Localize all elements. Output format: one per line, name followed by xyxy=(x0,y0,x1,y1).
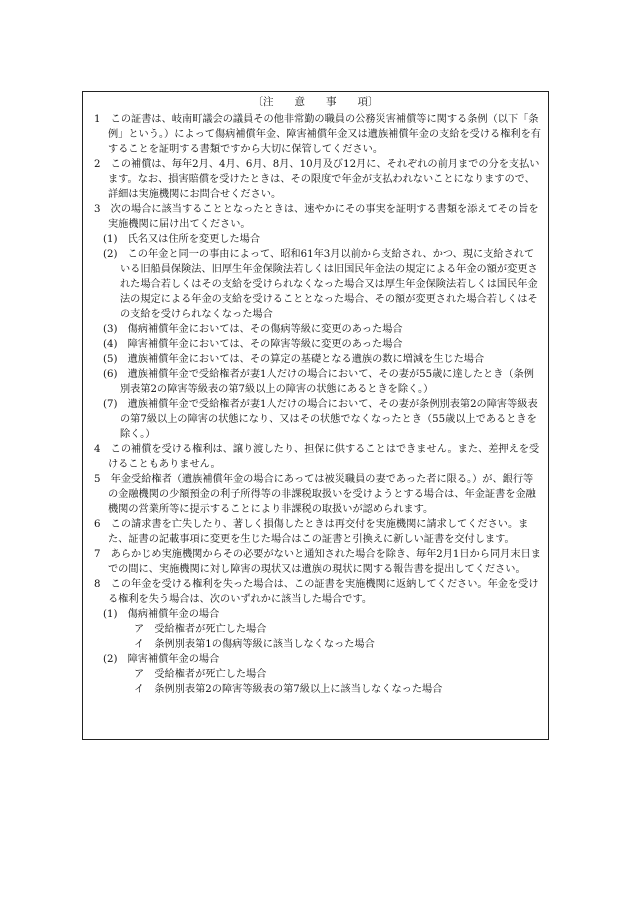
notice-paragraph: 4 この補償を受ける権利は、譲り渡したり、担保に供することはできません。また、差押えを受けることもありません。 xyxy=(94,444,540,470)
notice-paragraph: イ 条例別表第2の障害等級表の第7級以上に該当しなくなった場合 xyxy=(134,684,443,695)
notice-paragraph: イ 条例別表第1の傷病等級に該当しなくなった場合 xyxy=(134,639,375,650)
notice-paragraph: 1 この証書は、岐南町議会の議員その他非常勤の職員の公務災害補償等に関する条例（以下「条例」という。）によって傷病補償年金、障害補償年金又は遺族補償年金の支給を受ける権利を有することを証明する書類ですから大切に保管してください。 xyxy=(94,114,541,155)
notice-body xyxy=(94,112,541,697)
notice-paragraph: (4) 障害補償年金においては、その障害等級に変更のあった場合 xyxy=(103,339,403,350)
notice-paragraph: 8 この年金を受ける権利を失った場合は、この証書を実施機関に返納してください。年金を受ける権利を失う場合は、次のいずれかに該当した場合です。 xyxy=(94,579,539,605)
notice-paragraph: 6 この請求書を亡失したり、著しく損傷したときは再交付を実施機関に請求してください。また、証書の記載事項に変更を生じた場合はこの証書と引換えに新しい証書を交付します。 xyxy=(94,519,529,545)
notice-paragraph: 5 年金受給権者（遺族補償年金の場合にあっては被災職員の妻であった者に限る。）が、銀行等の金融機関の少額預金の利子所得等の非課税取扱いを受けようとする場合は、年金証書を金融機関の営業所等に提示することにより非課税の取扱いが認められます。 xyxy=(94,474,536,515)
notice-paragraph: (3) 傷病補償年金においては、その傷病等級に変更のあった場合 xyxy=(103,324,403,335)
notice-paragraph: (6) 遺族補償年金で受給権者が妻1人だけの場合において、その妻が55歳に達したとき（条例別表第2の障害等級表の第7級以上の障害の状態にあるときを除く。） xyxy=(103,369,534,395)
notice-paragraph: (1) 傷病補償年金の場合 xyxy=(103,609,220,620)
notice-paragraph: 2 この補償は、毎年2月、4月、6月、8月、10月及び12月に、それぞれの前月までの分を支払います。なお、損害賠償を受けたときは、その限度で年金が支払われないことになりますので、詳細は実施機関にお問合せください。 xyxy=(94,159,540,200)
notice-paragraph: ア 受給権者が死亡した場合 xyxy=(134,624,267,635)
notice-paragraph: 7 あらかじめ実施機関からその必要がないと通知された場合を除き、毎年2月1日から同月末日までの間に、実施機関に対し障害の現状又は遺族の現状に関する報告書を提出してください。 xyxy=(94,549,541,575)
notice-title: 〔注 意 事 項〕 xyxy=(252,96,379,108)
notice-paragraph: (5) 遺族補償年金においては、その算定の基礎となる遺族の数に増減を生じた場合 xyxy=(103,354,485,365)
notice-paragraph: 3 次の場合に該当することとなったときは、速やかにその事実を証明する書類を添えてその旨を実施機関に届け出てください。 xyxy=(94,204,539,230)
notice-paragraph: (7) 遺族補償年金で受給権者が妻1人だけの場合において、その妻が条例別表第2の障害等級表の第7級以上の障害の状態になり、又はその状態でなくなったとき（55歳以上であるときを除く。） xyxy=(103,399,538,440)
notice-paragraph: (2) 障害補償年金の場合 xyxy=(103,654,220,665)
notice-paragraph: ア 受給権者が死亡した場合 xyxy=(134,669,267,680)
notice-paragraph: (2) この年金と同一の事由によって、昭和61年3月以前から支給され、かつ、現に支給されている旧船員保険法、旧厚生年金保険法若しくは旧国民年金法の規定による年金の額が変更された場合若しくはその支給を受けられなくなった場合又は厚生年金保険法若しくは国民年金法の規定による年金の支給を受けることとなった場合、その額が変更された場合若しくはその支給を受けられなくなった場合 xyxy=(103,249,538,320)
notice-paragraph: (1) 氏名又は住所を変更した場合 xyxy=(103,234,261,245)
notice-box xyxy=(82,91,549,740)
